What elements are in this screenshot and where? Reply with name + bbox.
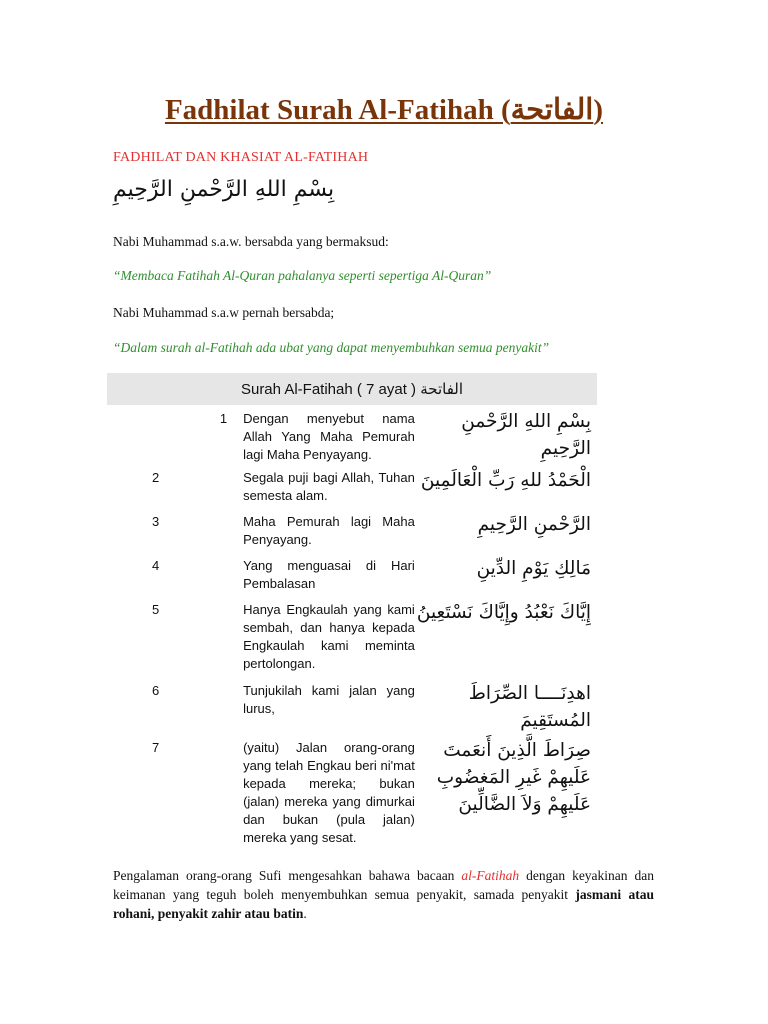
closing-highlight: al-Fatihah [461, 868, 520, 883]
intro-text-2: Nabi Muhammad s.a.w pernah bersabda; [113, 305, 335, 320]
ayat-meaning: Hanya Engkaulah yang kami sembah, dan hanya kepada Engkaulah kami meminta pertolongan. [243, 602, 415, 671]
hadith-quote-1: “Membaca Fatihah Al-Quran pahalanya seperti sepertiga Al-Quran” [113, 268, 492, 283]
table-row [107, 596, 597, 677]
ayat-number: 4 [152, 558, 160, 573]
ayat-number: 3 [152, 514, 160, 529]
table-row [107, 552, 597, 596]
ayat-arabic: إِيَّاكَ نَعْبُدُ وإِيَّاكَ نَسْتَعِينُ [416, 602, 591, 623]
ayat-arabic: اهدِنَــــا الصِّرَاطَ المُستَقِيمَ [468, 683, 591, 731]
ayat-meaning: Segala puji bagi Allah, Tuhan semesta alam. [243, 470, 415, 503]
ayat-arabic: الرَّحْمنِ الرَّحِيمِ [477, 514, 591, 535]
table-row [107, 405, 597, 464]
ayat-number: 1 [219, 411, 228, 426]
table-row [107, 734, 597, 847]
closing-text-start: Pengalaman orang-orang Sufi mengesahkan bahawa bacaan [113, 868, 462, 883]
ayat-table [107, 373, 597, 847]
closing-bold: jasmani atau rohani, penyakit zahir atau batin [113, 887, 654, 921]
section-subheading: FADHILAT DAN KHASIAT AL-FATIHAH [113, 150, 369, 165]
hadith-quote-2: “Dalam surah al-Fatihah ada ubat yang dapat menyembuhkan semua penyakit” [113, 340, 550, 355]
basmala: بِسْمِ اللهِ الرَّحْمنِ الرَّحِيمِ [113, 177, 335, 202]
ayat-number: 6 [152, 683, 160, 698]
ayat-number: 7 [152, 740, 160, 755]
ayat-arabic: بِسْمِ اللهِ الرَّحْمنِ الرَّحِيمِ [461, 411, 591, 459]
ayat-arabic: الْحَمْدُ للهِ رَبِّ الْعَالَمِينَ [420, 470, 591, 491]
ayat-meaning: Maha Pemurah lagi Maha Penyayang. [243, 514, 415, 547]
closing-text-end: . [303, 906, 307, 921]
ayat-meaning: Tunjukilah kami jalan yang lurus, [243, 683, 415, 716]
ayat-meaning: Dengan menyebut nama Allah Yang Maha Pemurah lagi Maha Penyayang. [243, 411, 415, 462]
table-row [107, 677, 597, 734]
closing-text-middle: dengan keyakinan dan keimanan yang teguh boleh menyembuhkan semua penyakit, samada penyakit [113, 868, 654, 902]
ayat-meaning: Yang menguasai di Hari Pembalasan [243, 558, 415, 591]
ayat-arabic: مَالِكِ يَوْمِ الدِّينِ [476, 558, 591, 579]
page-title: Fadhilat Surah Al-Fatihah (الفاتحة) [164, 94, 604, 126]
table-row [107, 464, 597, 508]
ayat-number: 5 [152, 602, 160, 617]
table-header: Surah Al-Fatihah ( 7 ayat ) الفاتحة [107, 373, 597, 405]
ayat-number: 2 [152, 470, 160, 485]
closing-paragraph [113, 866, 654, 923]
table-row [107, 508, 597, 552]
ayat-meaning: (yaitu) Jalan orang-orang yang telah Engkau beri ni'mat kepada mereka; bukan (jalan) mereka yang dimurkai dan bukan (pula jalan) mereka yang sesat. [243, 740, 415, 845]
intro-text-1: Nabi Muhammad s.a.w. bersabda yang bermaksud: [113, 234, 389, 249]
ayat-arabic: صِرَاطَ الَّذِينَ أَنعَمتَ عَلَيهِمْ غَيرِ المَغضُوبِ عَلَيهِمْ وَلاَ الضَّالِّينَ [436, 740, 591, 815]
